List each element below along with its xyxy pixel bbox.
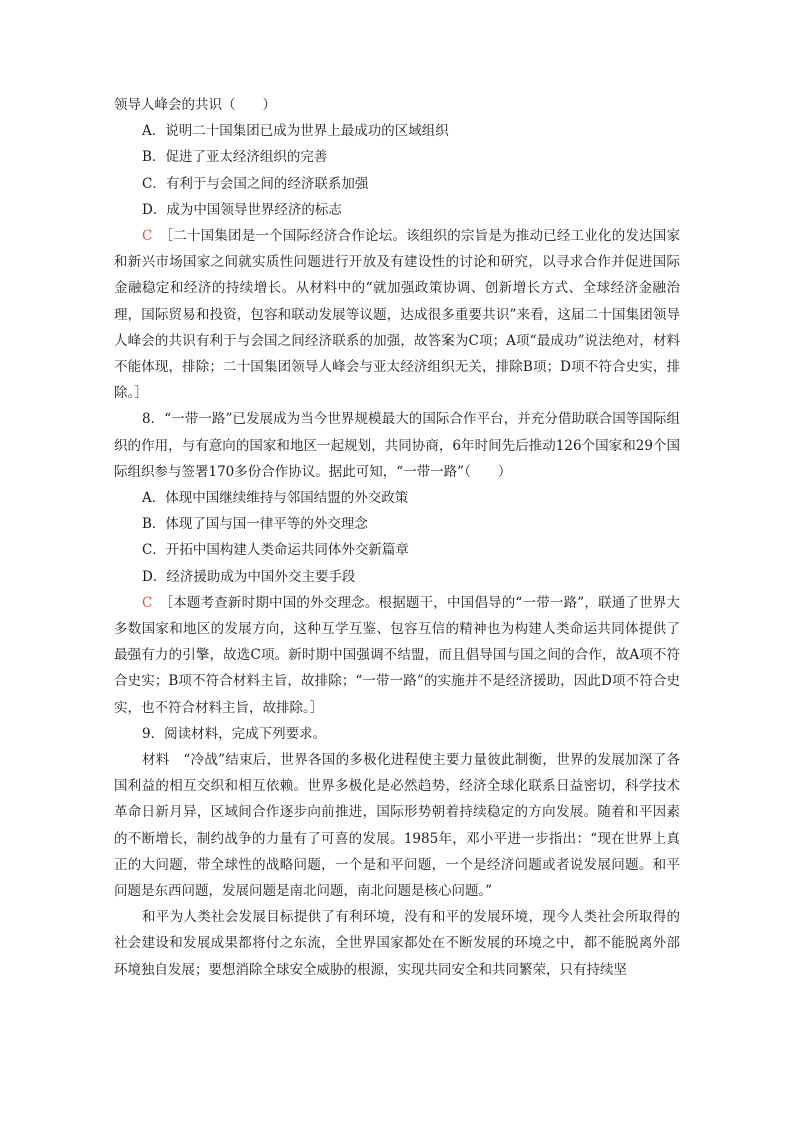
document-content xyxy=(114,92,680,983)
q9-material-paragraph-1: 材料 “冷战”结束后，世界各国的多极化进程使主要力量彼此制衡，世界的发展加深了各国利益的相互交织和相互依赖。世界多极化是必然趋势，经济全球化联系日益密切，科学技术革命日新月异，区域间合作逐步向前推进，国际形势朝着持续稳定的方向发展。随着和平因素的不断增长，制约战争的力量有了可喜的发展。1985年，邓小平进一步指出：“现在世界上真正的大问题，带全球性的战略问题，一个是和平问题，一个是经济问题或者说发展问题。和平问题是东西问题，发展问题是南北问题，南北问题是核心问题。” xyxy=(114,751,680,899)
q8-answer-explanation xyxy=(114,590,680,721)
q8-stem: 8．“一带一路”已发展成为当今世界规模最大的国际合作平台，并充分借助联合国等国际组织的作用，与有意向的国家和地区一起规划，共同协商，6年时间先后推动126个国家和29个国际组织参与签署170多份合作协议。据此可知，“一带一路”（ ） xyxy=(114,411,680,480)
q8-option-b: B．体现了国与国一律平等的外交理念 xyxy=(142,516,368,533)
q7-answer-letter: C xyxy=(142,227,153,244)
q8-explanation-text: ［本题考查新时期中国的外交理念。根据题干，中国倡导的“一带一路”，联通了世界大多数国家和地区的发展方向，这种互学互鉴、包容互信的精神也为构建人类命运共同体提供了最强有力的引擎，故选C项。新时期中国强调不结盟，而且倡导国与国之间的合作，故A项不符合史实；B项不符合材料主旨，故排除；“一带一路”的实施并不是经济援助，因此D项不符合史实，也不符合材料主旨，故排除。］ xyxy=(114,594,681,716)
q7-option-d: D．成为中国领导世界经济的标志 xyxy=(142,201,342,218)
q8-option-d: D．经济援助成为中国外交主要手段 xyxy=(142,568,356,585)
q8-option-c: C．开拓中国构建人类命运共同体外交新篇章 xyxy=(142,542,409,559)
q7-answer-explanation xyxy=(114,223,680,406)
q8-option-a: A．体现中国继续维持与邻国结盟的外交政策 xyxy=(142,489,409,506)
q7-option-b: B．促进了亚太经济组织的完善 xyxy=(142,149,328,166)
q9-stem: 9．阅读材料，完成下列要求。 xyxy=(142,725,327,742)
q7-explanation-text: ［二十国集团是一个国际经济合作论坛。该组织的宗旨是为推动已经工业化的发达国家和新兴市场国家之间就实质性问题进行开放及有建设性的讨论和研究，以寻求合作并促进国际金融稳定和经济的持续增长。从材料中的“就加强政策协调、创新增长方式、全球经济金融治理，国际贸易和投资，包容和联动发展等议题，达成很多重要共识”来看，这届二十国集团领导人峰会的共识有利于与会国之间经济联系的加强，故答案为C项；A项“最成功”说法绝对，材料不能体现，排除；二十国集团领导人峰会与亚太经济组织无关，排除B项；D项不符合史实，排除。］ xyxy=(114,227,680,402)
q7-option-a: A．说明二十国集团已成为世界上最成功的区域组织 xyxy=(142,123,449,140)
q9-material-paragraph-2: 和平为人类社会发展目标提供了有利环境，没有和平的发展环境，现今人类社会所取得的社会建设和发展成果都将付之东流，全世界国家都处在不断发展的环境之中，都不能脱离外部环境独自发展；要想消除全球安全威胁的根源，实现共同安全和共同繁荣，只有持续坚 xyxy=(114,909,680,978)
q7-option-c: C．有利于与会国之间的经济联系加强 xyxy=(142,175,369,192)
q7-stem-tail: 领导人峰会的共识（ ） xyxy=(114,97,276,113)
q8-answer-letter: C xyxy=(142,594,153,611)
